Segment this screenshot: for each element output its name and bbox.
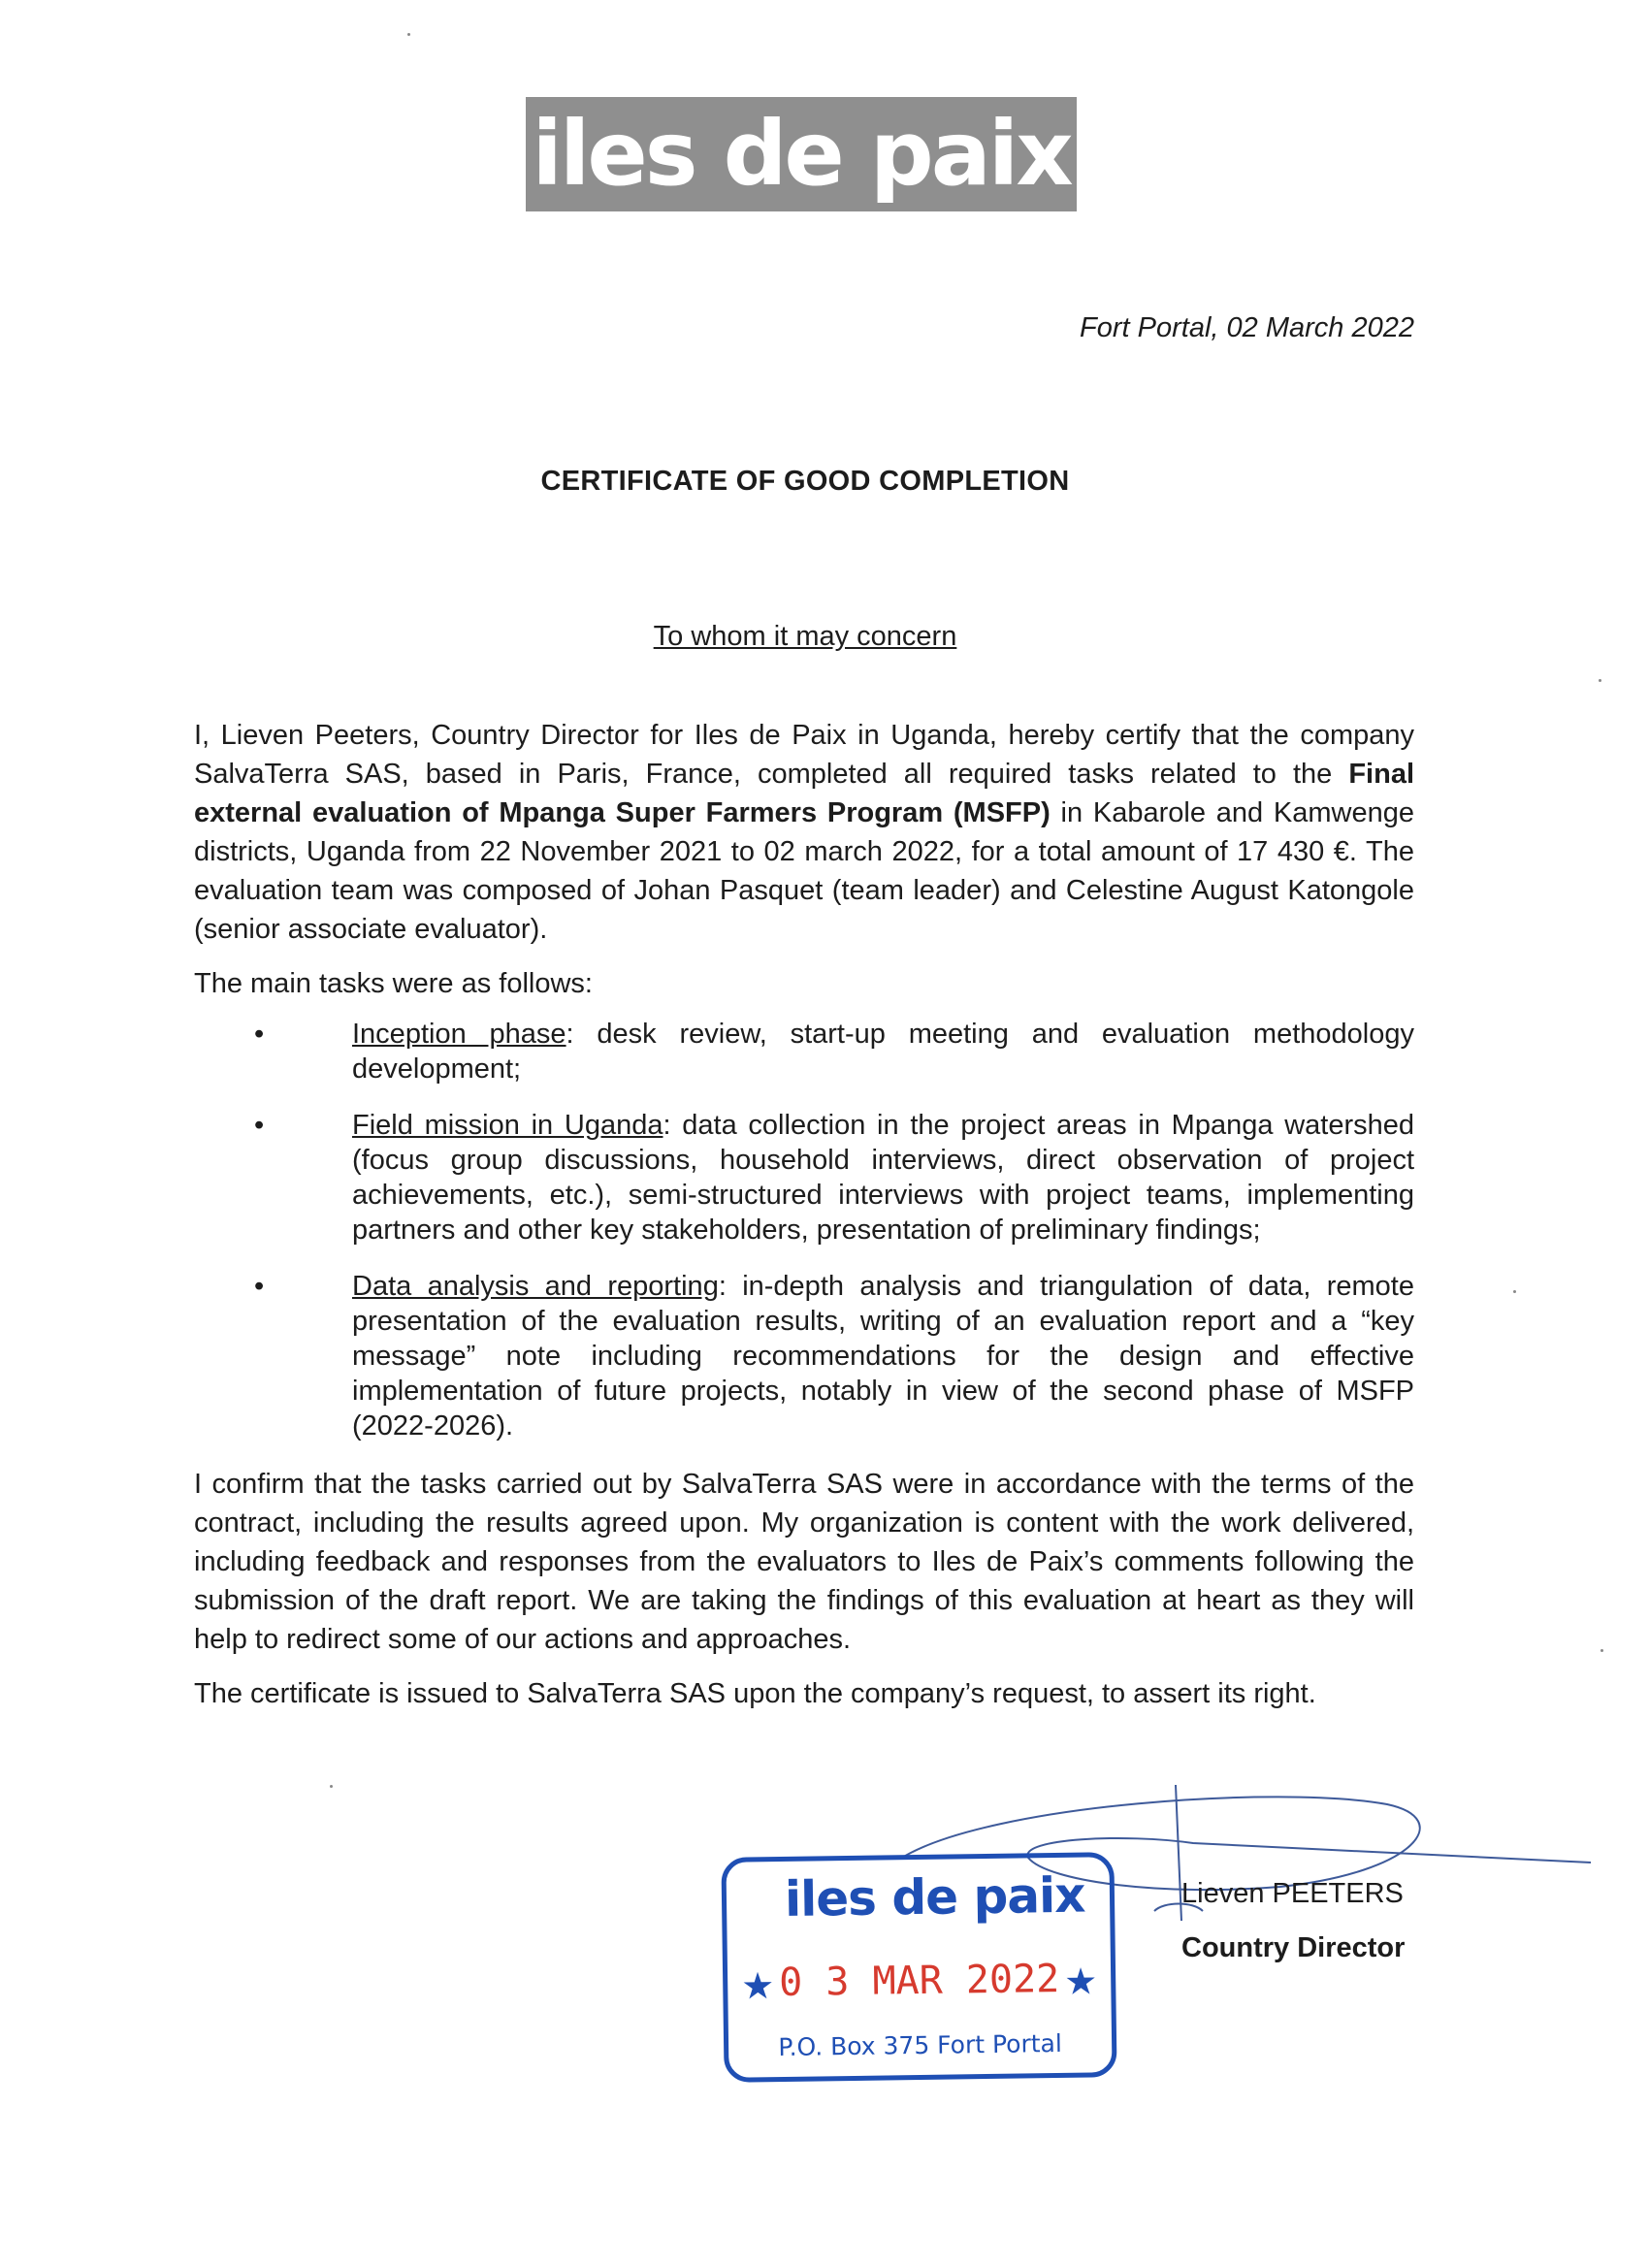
task-text: : desk review, start-up meeting and evaluation methodology development; [352,1019,1414,1085]
star-icon: ★ [1063,1960,1098,2003]
stamp-date: 0 3 MAR 2022 [778,1956,1060,2006]
scan-speck [1513,1290,1516,1293]
task-heading: Inception phase [352,1019,566,1050]
date-line: Fort Portal, 02 March 2022 [1080,312,1414,343]
signatory-role: Country Director [1181,1932,1406,1963]
list-item [194,1017,1414,1086]
scan-speck [330,1785,333,1788]
letterhead-logo: iles de paix [526,97,1077,211]
bullet-icon: • [254,1110,265,1141]
paragraph-closing: The certificate is issued to SalvaTerra SAS upon the company’s request, to assert its right. [194,1678,1316,1709]
program-name: Final external evaluation of Mpanga Super Farmers Program (MSFP) [194,759,1414,828]
list-item [194,1108,1414,1247]
certificate-title: CERTIFICATE OF GOOD COMPLETION [540,466,1070,497]
stamp-address: P.O. Box 375 Fort Portal [778,2028,1063,2062]
scan-speck [407,33,410,36]
paragraph-confirmation: I confirm that the tasks carried out by SalvaTerra SAS were in accordance with the terms of the contract, including the results agreed upon. My organization is content with the work delivered, including feedback and responses from the evaluators to Iles de Paix’s comments following the submission of the draft report. We are taking the findings of this evaluation at heart as they will help to redirect some of our actions and approaches. [194,1469,1414,1655]
task-text: : data collection in the project areas in Mpanga watershed (focus group discussions, household interviews, direct observation of project achievements, etc.), semi-structured interviews with project teams, implementing partners and other key stakeholders, presentation of preliminary findings; [352,1110,1415,1246]
paragraph-certification [194,716,1414,949]
list-item [194,1269,1414,1443]
task-heading: Data analysis and reporting [352,1271,719,1302]
scan-speck [1600,1649,1603,1652]
paragraph-text: I, Lieven Peeters, Country Director for Iles de Paix in Uganda, hereby certify that the company SalvaTerra SAS, based in Paris, France, completed all required tasks related to the [194,720,1414,790]
bullet-icon: • [254,1271,265,1302]
paragraph-text: in Kabarole and Kamwenge districts, Uganda from 22 November 2021 to 02 march 2022, for a total amount of 17 430 €. The evaluation team was composed of Johan Pasquet (team leader) and Celestine August Katongole (senior associate evaluator). [194,797,1414,945]
letter-body [194,716,1414,1729]
signatory-name: Lieven PEETERS [1181,1878,1404,1909]
task-heading: Field mission in Uganda [352,1110,663,1141]
company-stamp [721,1852,1116,2083]
star-icon: ★ [740,1964,775,2008]
tasks-intro: The main tasks were as follows: [194,968,593,999]
salutation: To whom it may concern [653,621,957,652]
stamp-org: iles de paix [784,1866,1085,1928]
scan-speck [1599,679,1601,682]
task-text: : in-depth analysis and triangulation of data, remote presentation of the evaluation results, writing of an evaluation report and a “key message” note including recommendations for the design and effective implementation of future projects, notably in view of the second phase of MSFP (2022-2026). [352,1271,1414,1442]
bullet-icon: • [254,1019,265,1050]
tasks-list [194,1017,1414,1443]
